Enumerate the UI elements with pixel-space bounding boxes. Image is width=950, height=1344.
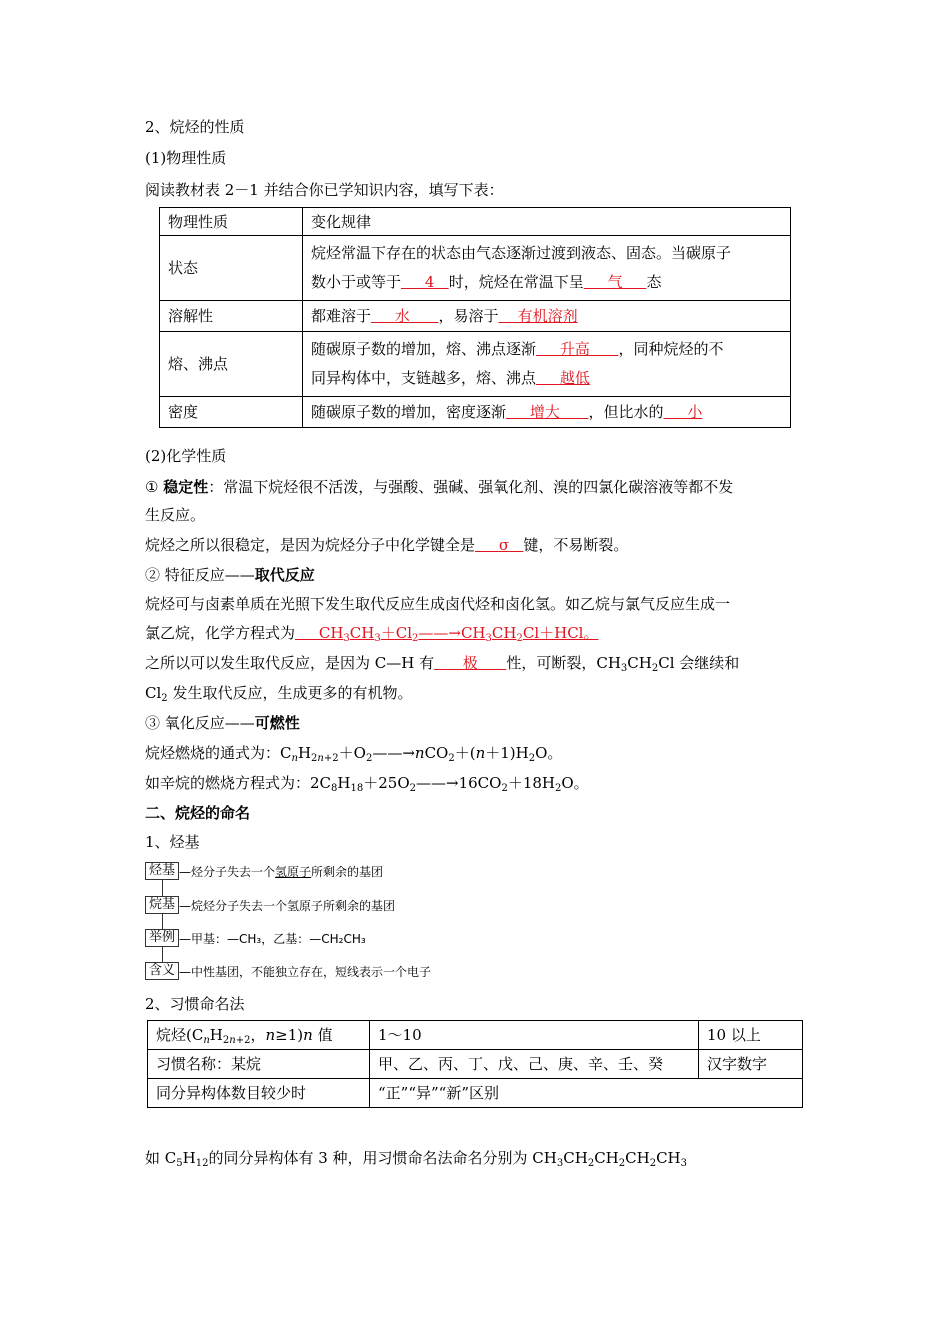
naming-section-title: 二、烷烃的命名	[145, 804, 251, 822]
t2-r1c2: 1～10	[370, 1021, 699, 1050]
substitution-text-4: $Cl_2$ 发生取代反应，生成更多的有机物。	[145, 684, 413, 704]
oxidation-bold: 可燃性	[254, 714, 300, 732]
diagram-row-2: 烷基 —烷烃分子失去一个氢原子所剩余的基团	[145, 896, 395, 914]
substitution-equation: $CH_3CH_3+Cl_2——\to CH_3CH_2Cl+HCl$。	[295, 624, 599, 644]
diagram-row-4: 含义 —中性基团，不能独立存在，短线表示一个电子	[145, 962, 431, 980]
habit-naming-table	[147, 1020, 803, 1108]
stability-line-2: 生反应。	[145, 506, 206, 524]
substitution-bold: 取代反应	[254, 566, 315, 584]
oxidation-title: ③ 氧化反应——可燃性	[145, 714, 300, 732]
blank-small: 小	[687, 403, 703, 421]
blank-four: 4	[424, 273, 435, 291]
tag-alkyl: 烷基	[145, 896, 179, 914]
row-solubility-label: 溶解性	[160, 301, 303, 332]
substitution-text-2: 氯乙烷，化学方程式为 $CH_3CH_3+Cl_2——\to CH_3CH_2Cl+HCl$。	[145, 624, 599, 644]
row-density-value: 随碳原子数的增加，密度逐渐 增大 ，但比水的 小	[303, 397, 791, 428]
physical-properties-title: (1)物理性质	[145, 149, 227, 167]
blank-organic-solvent: 有机溶剂	[517, 307, 578, 325]
physical-properties-table	[159, 207, 791, 428]
stability-bold: 稳定性	[163, 478, 209, 496]
diagram-row-3: 举例 —甲基：—CH₃，乙基：—CH₂CH₃	[145, 929, 366, 947]
blank-water: 水	[394, 307, 410, 325]
substitution-text-3: 之所以可以发生取代反应，是因为 C—H 有 极 性，可断裂，$CH_3CH_2Cl$ 会继续和	[145, 654, 740, 674]
physical-intro: 阅读教材表 2－1 并结合你已学知识内容，填写下表：	[145, 181, 504, 199]
diagram-row-1: 烃基 —烃分子失去一个 氢原子 所剩余的基团	[145, 862, 383, 880]
combustion-general: 烷烃燃烧的通式为：$C_nH_{2n+2}+O_2——\to nCO_2+(n+1)H_2O$。	[145, 744, 563, 764]
blank-gas: 气	[607, 273, 623, 291]
alkyl-title: 1、烃基	[145, 833, 200, 851]
header-property: 物理性质	[160, 208, 303, 236]
blank-polar: 极	[462, 654, 478, 672]
state-text-1: 烷烃常温下存在的状态由气态逐渐过渡到液态、固态。当碳原子	[311, 244, 732, 262]
t2-r1c1: 烷烃($C_nH_{2n+2}$，n≥1)n 值	[148, 1021, 370, 1050]
chemical-properties-title: (2)化学性质	[145, 447, 227, 465]
substitution-text-1: 烷烃可与卤素单质在光照下发生取代反应生成卤代烃和卤化氢。如乙烷与氯气反应生成一	[145, 595, 731, 613]
t2-r1c3: 10 以上	[699, 1021, 803, 1050]
tag-hydrocarbon-group: 烃基	[145, 862, 179, 880]
stability-line: ① 稳定性：常温下烷烃很不活泼，与强酸、强碱、强氧化剂、溴的四氯化碳溶液等都不发	[145, 478, 734, 496]
blank-increase: 增大	[529, 403, 560, 421]
t2-r2c2: 甲、乙、丙、丁、戊、己、庚、辛、壬、癸	[370, 1050, 699, 1079]
row-mp-label: 熔、沸点	[160, 332, 303, 397]
row-state-value	[303, 236, 791, 301]
substitution-title: ② 特征反应——取代反应	[145, 566, 315, 584]
blank-sigma: σ	[498, 536, 510, 554]
state-text-2b: 时，烷烃在常温下呈	[448, 273, 584, 291]
habit-naming-title: 2、习惯命名法	[145, 995, 245, 1013]
blank-lower: 越低	[559, 369, 590, 387]
row-mp-value: 随碳原子数的增加，熔、沸点逐渐 升高 ，同种烷烃的不 同异构体中，支链越多，熔、沸点 越低	[303, 332, 791, 397]
t2-r3c1: 同分异构体数目较少时	[148, 1079, 370, 1108]
final-text: 如 $C_5H_{12}$的同分异构体有 3 种，用习惯命名法命名分别为 $CH_3CH_2CH_2CH_2CH_3$	[145, 1149, 687, 1169]
stability-reason: 烷烃之所以很稳定，是因为烷烃分子中化学键全是 σ 键，不易断裂。	[145, 536, 629, 554]
tag-meaning: 含义	[145, 962, 179, 980]
diagram-connector	[162, 870, 163, 970]
row-state-label: 状态	[160, 236, 303, 301]
row-solubility-value: 都难溶于 水 ，易溶于 有机溶剂	[303, 301, 791, 332]
tag-example: 举例	[145, 929, 179, 947]
blank-rise: 升高	[559, 340, 590, 358]
t2-r2c1: 习惯名称：某烷	[148, 1050, 370, 1079]
t2-r3c2: “正”“异”“新”区别	[370, 1079, 803, 1108]
section-title-properties: 2、烷烃的性质	[145, 118, 245, 136]
state-text-2a: 数小于或等于	[311, 273, 402, 291]
row-density-label: 密度	[160, 397, 303, 428]
t2-r2c3: 汉字数字	[699, 1050, 803, 1079]
state-text-2c: 态	[646, 273, 662, 291]
combustion-octane: 如辛烷的燃烧方程式为：$2C_8H_{18}+25O_2——\to 16CO_2+18H_2O$。	[145, 774, 589, 794]
header-rule: 变化规律	[303, 208, 791, 236]
